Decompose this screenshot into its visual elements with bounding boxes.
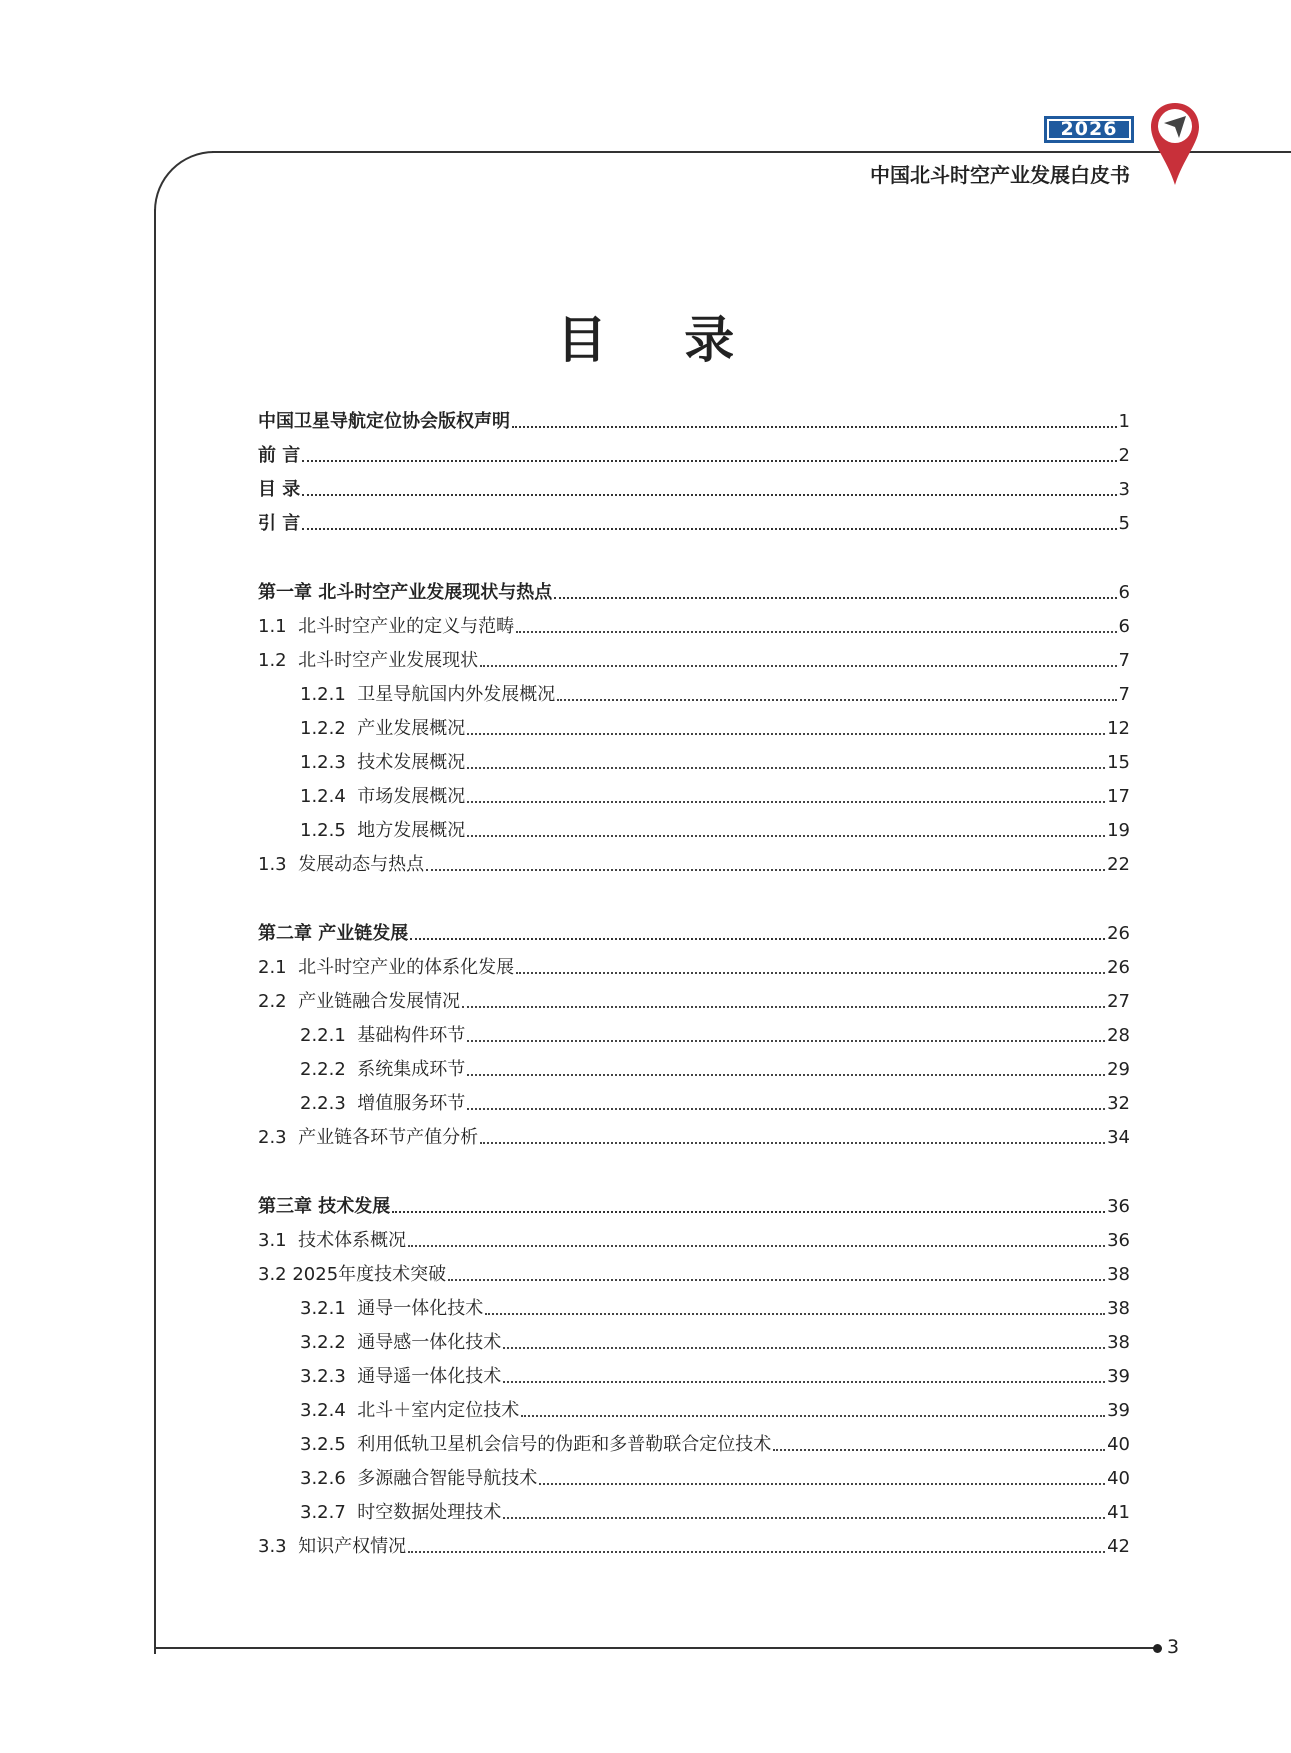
- toc-page-number: 7: [1118, 684, 1130, 705]
- toc-section-number: 1.1: [258, 616, 299, 637]
- toc-dot-leader: [516, 631, 1116, 633]
- toc-entry-label: 产业链融合发展情况: [298, 991, 461, 1012]
- page-number-dot: [1153, 1644, 1162, 1653]
- toc-dot-leader: [557, 699, 1116, 701]
- header-title: 中国北斗时空产业发展白皮书: [870, 163, 1130, 187]
- toc-dot-leader: [408, 1245, 1105, 1247]
- toc-entry-label: 北斗＋室内定位技术: [357, 1400, 520, 1421]
- toc-entry-label: 引 言: [258, 513, 301, 534]
- toc-dot-leader: [426, 869, 1105, 871]
- toc-row[interactable]: [300, 1500, 1130, 1526]
- toc-dot-leader: [448, 1279, 1105, 1281]
- toc-section-number: 2.2.1: [300, 1025, 358, 1046]
- toc-page-number: 3: [1118, 479, 1130, 500]
- toc-row[interactable]: [258, 614, 1130, 640]
- toc-row[interactable]: [258, 852, 1130, 878]
- toc-dot-leader: [467, 733, 1105, 735]
- toc-page-number: 6: [1118, 582, 1130, 603]
- toc-section-number: 3.2: [258, 1264, 293, 1285]
- toc-dot-leader: [467, 835, 1105, 837]
- toc-row[interactable]: [300, 1091, 1130, 1117]
- toc-row[interactable]: [300, 1023, 1130, 1049]
- toc-entry-label: 知识产权情况: [298, 1536, 407, 1557]
- toc-row[interactable]: [300, 1057, 1130, 1083]
- toc-dot-leader: [467, 1074, 1105, 1076]
- toc-section-number: 2.2.2: [300, 1059, 358, 1080]
- toc-dot-leader: [302, 528, 1116, 530]
- toc-chapter-row[interactable]: [258, 443, 1130, 469]
- toc-page-number: 6: [1118, 616, 1130, 637]
- toc-entry-label: 前 言: [258, 445, 301, 466]
- toc-dot-leader: [485, 1313, 1105, 1315]
- toc-entry-label: 系统集成环节: [357, 1059, 466, 1080]
- location-pin-icon: [1149, 101, 1201, 187]
- toc-section-number: 2.3: [258, 1127, 299, 1148]
- toc-page-number: 17: [1107, 786, 1130, 807]
- toc-dot-leader: [516, 972, 1105, 974]
- toc-dot-leader: [408, 1551, 1105, 1553]
- toc-dot-leader: [462, 1006, 1105, 1008]
- toc-section-number: 3.1: [258, 1230, 299, 1251]
- toc-row[interactable]: [300, 818, 1130, 844]
- toc-dot-leader: [503, 1347, 1105, 1349]
- toc-page-number: 40: [1107, 1468, 1130, 1489]
- toc-page-number: 38: [1107, 1298, 1130, 1319]
- toc-section-number: 3.2.4: [300, 1400, 358, 1421]
- toc-entry-label: 时空数据处理技术: [357, 1502, 502, 1523]
- toc-dot-leader: [521, 1415, 1105, 1417]
- toc-entry-label: 北斗时空产业的体系化发展: [298, 957, 515, 978]
- toc-entry-label: 技术体系概况: [298, 1230, 407, 1251]
- toc-chapter-row[interactable]: [258, 580, 1130, 606]
- toc-row[interactable]: [300, 1398, 1130, 1424]
- toc-entry-label: 多源融合智能导航技术: [357, 1468, 538, 1489]
- toc-entry-label: 第三章 技术发展: [258, 1196, 391, 1217]
- toc-chapter-row[interactable]: [258, 511, 1130, 537]
- toc-row[interactable]: [258, 648, 1130, 674]
- toc-entry-label: 北斗时空产业发展现状: [298, 650, 479, 671]
- toc-section-number: 1.2.1: [300, 684, 358, 705]
- toc-section-number: 2.2: [258, 991, 299, 1012]
- toc-row[interactable]: [300, 682, 1130, 708]
- frame-top-rule: [212, 151, 1291, 153]
- toc-section-number: 3.2.1: [300, 1298, 358, 1319]
- toc-section-number: 1.2.4: [300, 786, 358, 807]
- toc-page-number: 2: [1118, 445, 1130, 466]
- toc-entry-label: 产业链各环节产值分析: [298, 1127, 479, 1148]
- toc-entry-label: 中国卫星导航定位协会版权声明: [258, 411, 510, 432]
- toc-dot-leader: [467, 1108, 1105, 1110]
- toc-page-number: 15: [1107, 752, 1130, 773]
- toc-row[interactable]: [300, 1364, 1130, 1390]
- toc-entry-label: 第一章 北斗时空产业发展现状与热点: [258, 582, 553, 603]
- toc-entry-label: 产业发展概况: [357, 718, 466, 739]
- toc-entry-label: 市场发展概况: [357, 786, 466, 807]
- toc-dot-leader: [503, 1517, 1105, 1519]
- toc-section-number: 1.3: [258, 854, 299, 875]
- toc-entry-label: 技术发展概况: [357, 752, 466, 773]
- toc-row[interactable]: [300, 1296, 1130, 1322]
- frame-corner: [154, 151, 214, 211]
- toc-page-number: 26: [1107, 923, 1130, 944]
- toc-page-number: 40: [1107, 1434, 1130, 1455]
- toc-dot-leader: [480, 665, 1116, 667]
- toc-page-number: 12: [1107, 718, 1130, 739]
- toc-page-number: 36: [1107, 1196, 1130, 1217]
- toc-dot-leader: [302, 494, 1116, 496]
- year-badge: 2026: [1044, 116, 1134, 143]
- toc-section-number: 3.2.6: [300, 1468, 358, 1489]
- toc-page-number: 38: [1107, 1264, 1130, 1285]
- page-title: 目 录: [556, 311, 765, 369]
- toc-row[interactable]: [258, 1228, 1130, 1254]
- toc-section-number: 3.3: [258, 1536, 299, 1557]
- toc-page-number: 5: [1118, 513, 1130, 534]
- frame-bottom-rule: [154, 1647, 1154, 1649]
- toc-dot-leader: [467, 1040, 1105, 1042]
- page-number: 3: [1167, 1636, 1180, 1658]
- toc-page-number: 22: [1107, 854, 1130, 875]
- toc-page-number: 26: [1107, 957, 1130, 978]
- toc-dot-leader: [512, 426, 1117, 428]
- toc-section-number: 1.2.3: [300, 752, 358, 773]
- toc-page-number: 32: [1107, 1093, 1130, 1114]
- toc-page-number: 29: [1107, 1059, 1130, 1080]
- toc-row[interactable]: [300, 784, 1130, 810]
- toc-row[interactable]: [300, 1466, 1130, 1492]
- toc-page-number: 36: [1107, 1230, 1130, 1251]
- toc-entry-label: 卫星导航国内外发展概况: [357, 684, 556, 705]
- toc-dot-leader: [480, 1142, 1105, 1144]
- toc-entry-label: 地方发展概况: [357, 820, 466, 841]
- toc-page-number: 38: [1107, 1332, 1130, 1353]
- toc-chapter-row[interactable]: [258, 477, 1130, 503]
- toc-row[interactable]: [258, 1534, 1130, 1560]
- toc-entry-label: 目 录: [258, 479, 301, 500]
- toc-entry-label: 通导遥一体化技术: [357, 1366, 502, 1387]
- toc-row[interactable]: [300, 750, 1130, 776]
- toc-page-number: 1: [1118, 411, 1130, 432]
- toc-page-number: 34: [1107, 1127, 1130, 1148]
- toc-dot-leader: [554, 597, 1116, 599]
- toc-dot-leader: [773, 1449, 1105, 1451]
- toc-entry-label: 增值服务环节: [357, 1093, 466, 1114]
- toc-entry-label: 2025年度技术突破: [292, 1264, 447, 1285]
- toc-section-number: 3.2.7: [300, 1502, 358, 1523]
- toc-page-number: 28: [1107, 1025, 1130, 1046]
- toc-row[interactable]: [258, 989, 1130, 1015]
- toc-dot-leader: [503, 1381, 1105, 1383]
- toc-section-number: 1.2.5: [300, 820, 358, 841]
- toc-section-number: 3.2.2: [300, 1332, 358, 1353]
- toc-section-number: 1.2: [258, 650, 299, 671]
- toc-chapter-row[interactable]: [258, 921, 1130, 947]
- toc-page-number: 19: [1107, 820, 1130, 841]
- toc-dot-leader: [467, 801, 1105, 803]
- toc-row[interactable]: [300, 716, 1130, 742]
- toc-page-number: 7: [1118, 650, 1130, 671]
- toc-section-number: 2.2.3: [300, 1093, 358, 1114]
- toc-section-number: 3.2.3: [300, 1366, 358, 1387]
- frame-left-rule: [154, 209, 156, 1654]
- toc-dot-leader: [410, 938, 1105, 940]
- toc-row[interactable]: [300, 1330, 1130, 1356]
- toc-chapter-row[interactable]: [258, 409, 1130, 435]
- toc-page-number: 41: [1107, 1502, 1130, 1523]
- toc-section-number: 3.2.5: [300, 1434, 358, 1455]
- toc-section-number: 1.2.2: [300, 718, 358, 739]
- toc-dot-leader: [467, 767, 1105, 769]
- toc-page-number: 39: [1107, 1366, 1130, 1387]
- toc-entry-label: 发展动态与热点: [298, 854, 425, 875]
- toc-chapter-row[interactable]: [258, 1194, 1130, 1220]
- toc-dot-leader: [302, 460, 1116, 462]
- toc-dot-leader: [392, 1211, 1105, 1213]
- toc-row[interactable]: [300, 1432, 1130, 1458]
- toc-dot-leader: [539, 1483, 1105, 1485]
- toc-entry-label: 通导一体化技术: [357, 1298, 484, 1319]
- toc-row[interactable]: [258, 1262, 1130, 1288]
- toc-page-number: 39: [1107, 1400, 1130, 1421]
- toc-page-number: 42: [1107, 1536, 1130, 1557]
- toc-entry-label: 通导感一体化技术: [357, 1332, 502, 1353]
- toc-row[interactable]: [258, 1125, 1130, 1151]
- toc-section-number: 2.1: [258, 957, 299, 978]
- toc-row[interactable]: [258, 955, 1130, 981]
- toc-entry-label: 基础构件环节: [357, 1025, 466, 1046]
- toc-page-number: 27: [1107, 991, 1130, 1012]
- toc-entry-label: 利用低轨卫星机会信号的伪距和多普勒联合定位技术: [357, 1434, 772, 1455]
- toc-entry-label: 第二章 产业链发展: [258, 923, 409, 944]
- toc-entry-label: 北斗时空产业的定义与范畴: [298, 616, 515, 637]
